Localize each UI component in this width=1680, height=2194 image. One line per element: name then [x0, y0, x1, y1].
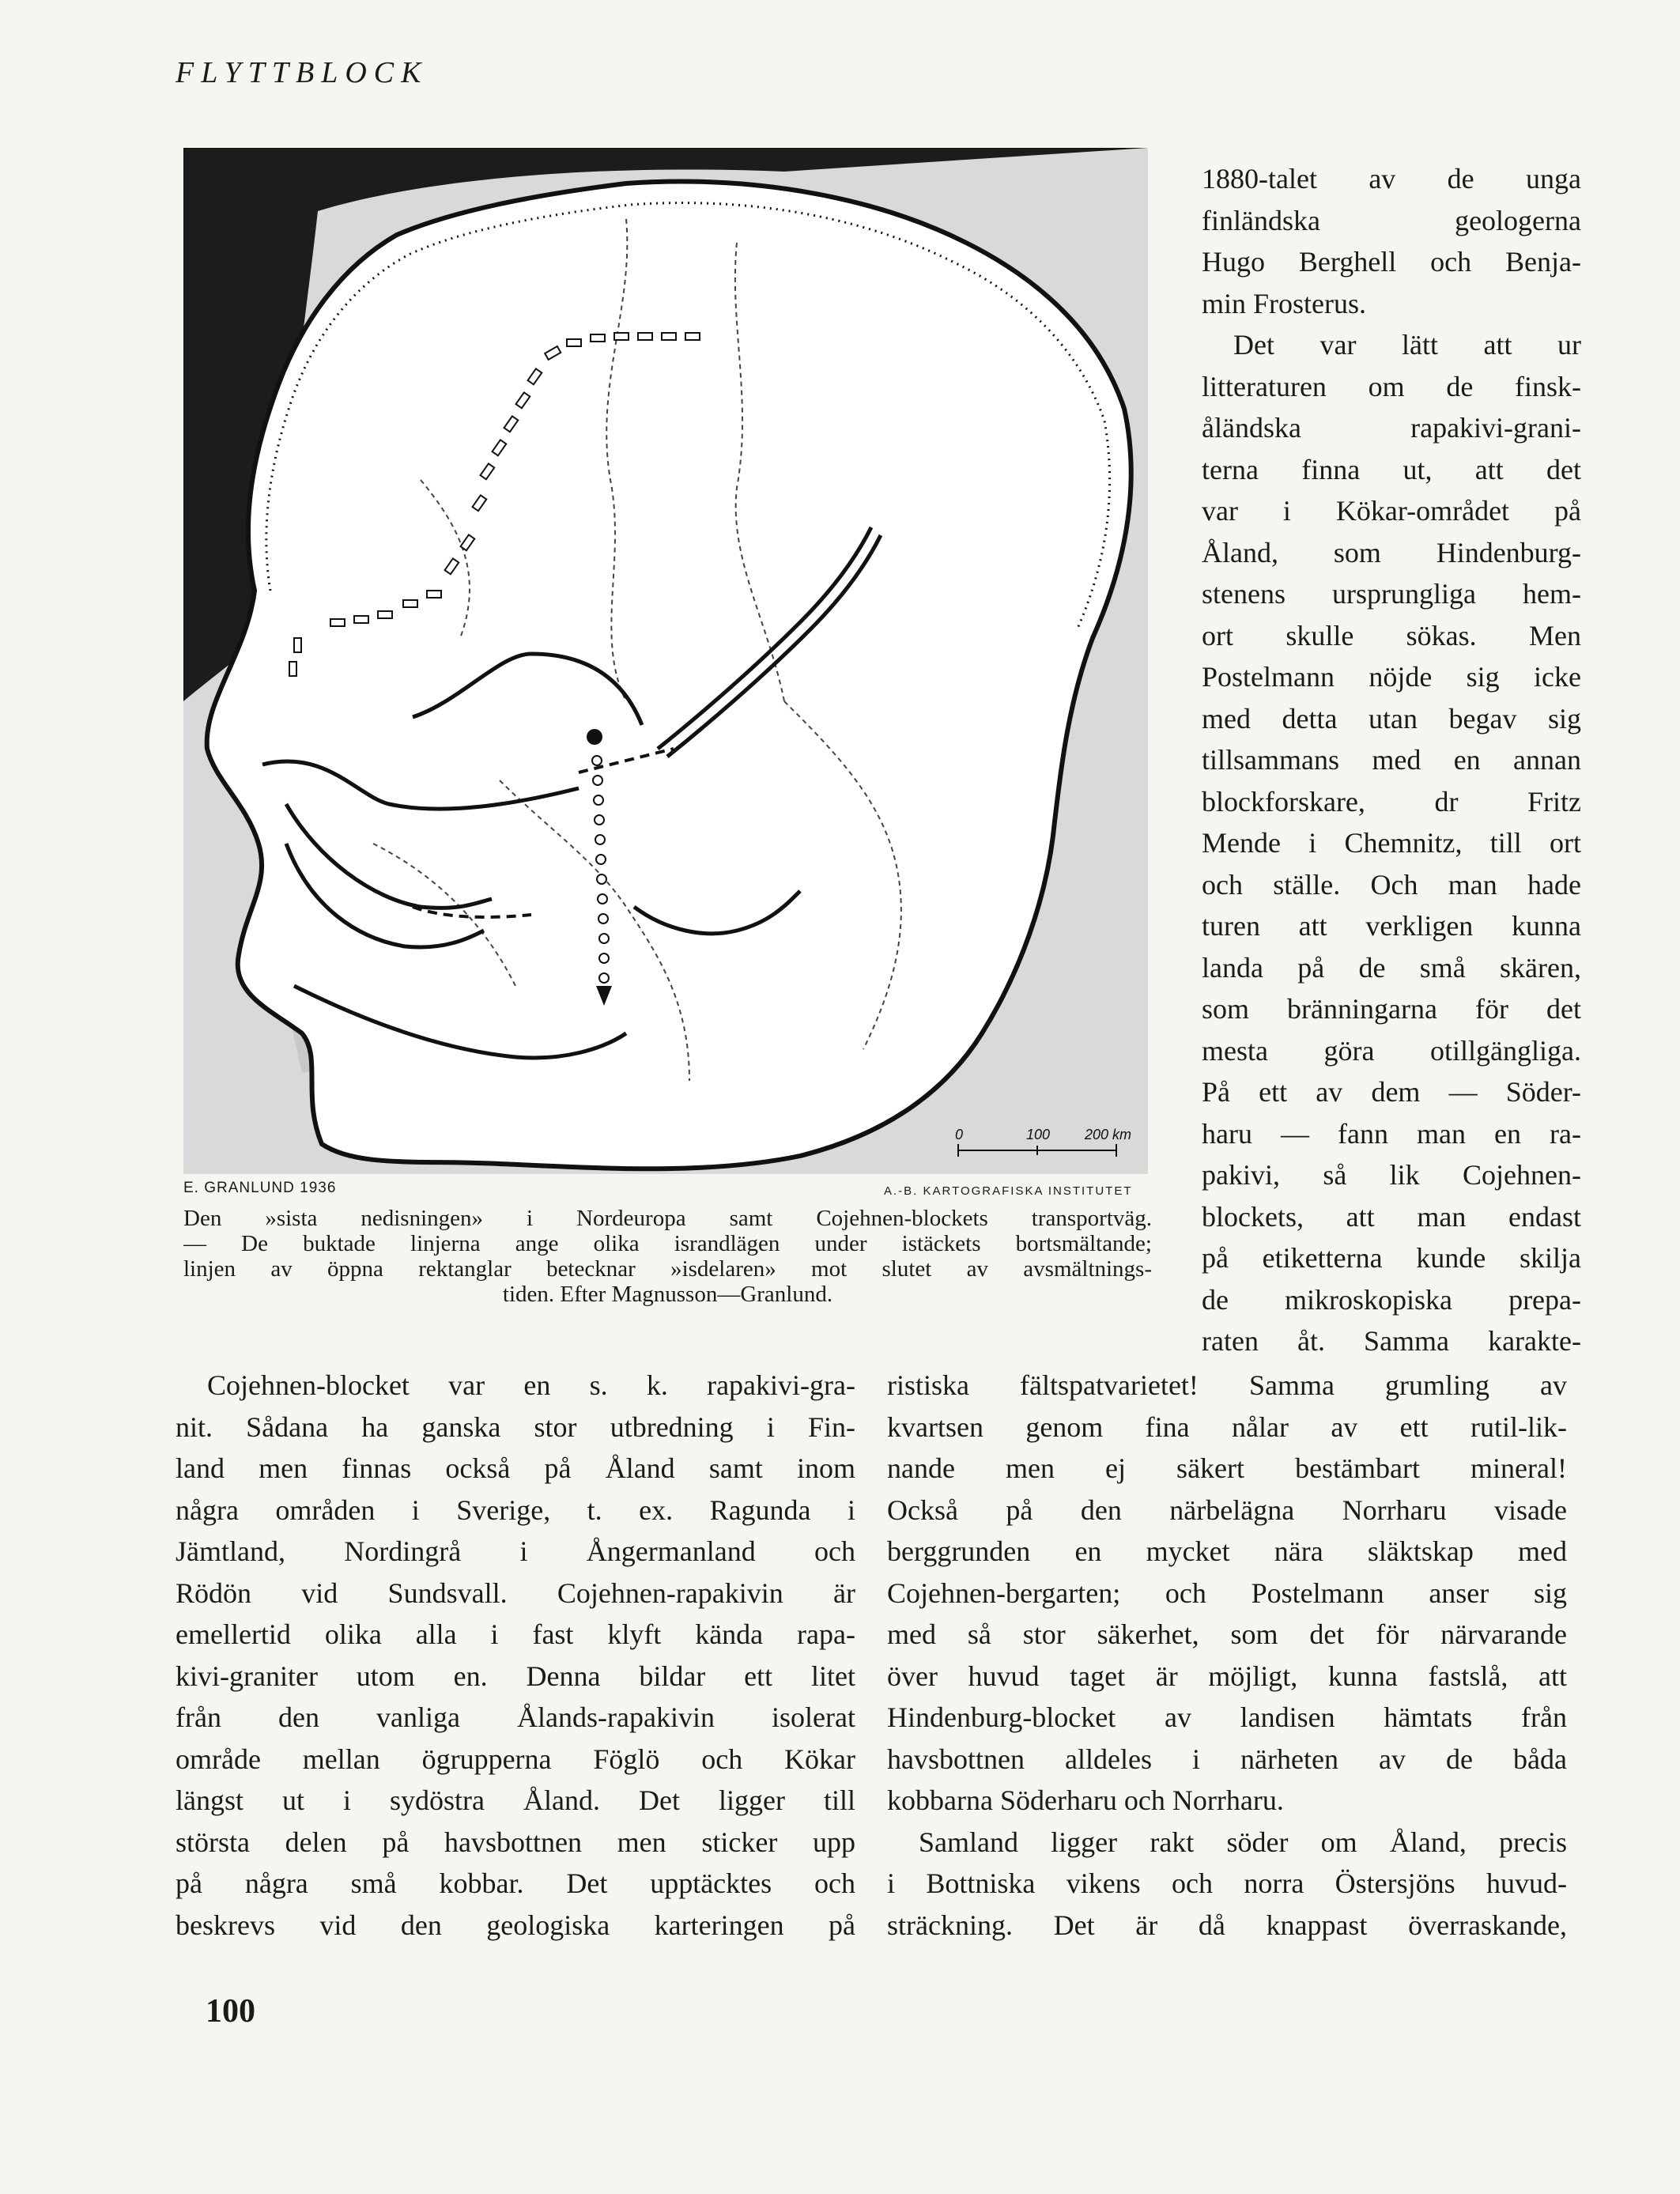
text-line: med så stor säkerhet, som det för närvarande	[887, 1618, 1567, 1650]
text-line: längst ut i sydöstra Åland. Det ligger till	[176, 1784, 855, 1816]
text-line: Jämtland, Nordingrå i Ångermanland och	[176, 1535, 855, 1567]
text-line: Det var lätt att ur	[1233, 329, 1581, 361]
text-line: på några små kobbar. Det upptäcktes och	[176, 1867, 855, 1899]
text-line: land men finnas också på Åland samt inom	[176, 1452, 855, 1484]
text-line: Mende i Chemnitz, till ort	[1202, 827, 1581, 859]
running-title: FLYTTBLOCK	[176, 56, 428, 89]
text-line: blockets, att man endast	[1202, 1200, 1581, 1233]
text-line: nande men ej säkert bestämbart mineral!	[887, 1452, 1567, 1484]
text-line: pakivi, så lik Cojehnen-	[1202, 1159, 1581, 1191]
text-line: Rödön vid Sundsvall. Cojehnen-rapakivin är	[176, 1577, 855, 1609]
text-line: nit. Sådana ha ganska stor utbredning i Fin-	[176, 1410, 855, 1443]
text-line: Hindenburg-blocket av landisen hämtats från	[887, 1701, 1567, 1733]
scale-label-0: 0	[955, 1127, 964, 1142]
text-line: stenens ursprungliga hem-	[1202, 578, 1581, 610]
text-line: Samland ligger rakt söder om Åland, precis	[919, 1826, 1567, 1858]
map-credit-publisher: A.-B. KARTOGRAFISKA INSTITUTET	[884, 1184, 1133, 1198]
text-line: i Bottniska vikens och norra Östersjöns huvud-	[887, 1867, 1567, 1899]
text-line: terna finna ut, att det	[1202, 453, 1581, 485]
text-line: som bränningarna för det	[1202, 993, 1581, 1025]
page-number: 100	[206, 1993, 255, 2030]
text-line: ristiska fältspatvarietet! Samma grumling av	[887, 1369, 1567, 1401]
text-line: landa på de små skären,	[1202, 951, 1581, 984]
text-line: min Frosterus.	[1202, 287, 1367, 319]
text-line: kobbarna Söderharu och Norrharu.	[887, 1784, 1284, 1816]
text-line: några områden i Sverige, t. ex. Ragunda i	[176, 1494, 855, 1526]
text-line: emellertid olika alla i fast klyft kända rapa-	[176, 1618, 855, 1650]
caption-line: — De buktade linjerna ange olika israndlägen under istäckets bortsmältande;	[183, 1231, 1152, 1256]
text-line: med detta utan begav sig	[1202, 702, 1581, 734]
origin-dot	[587, 729, 602, 745]
text-line: område mellan ögrupperna Föglö och Kökar	[176, 1743, 855, 1775]
text-line: blockforskare, dr Fritz	[1202, 785, 1581, 818]
map-svg	[183, 148, 1148, 1174]
scale-label-200: 200 km	[1085, 1127, 1132, 1142]
map-credit-author: E. GRANLUND 1936	[183, 1180, 337, 1196]
text-line: Åland, som Hindenburg-	[1202, 536, 1581, 568]
text-line: berggrunden en mycket nära släktskap med	[887, 1535, 1567, 1567]
text-line: havsbottnen alldeles i närheten av de båda	[887, 1743, 1567, 1775]
text-line: turen att verkligen kunna	[1202, 910, 1581, 942]
text-line: från den vanliga Ålands-rapakivin isolerat	[176, 1701, 855, 1733]
text-line: över huvud taget är möjligt, kunna fastslå, att	[887, 1660, 1567, 1692]
text-line: haru — fann man en ra-	[1202, 1117, 1581, 1150]
text-line: Också på den närbelägna Norrharu visade	[887, 1494, 1567, 1526]
text-line: Postelmann nöjde sig icke	[1202, 661, 1581, 693]
text-line: 1880-talet av de unga	[1202, 163, 1581, 194]
text-line: kvartsen genom fina nålar av ett rutil-lik-	[887, 1410, 1567, 1443]
text-line: de mikroskopiska prepa-	[1202, 1283, 1581, 1316]
text-line: mesta göra otillgängliga.	[1202, 1034, 1581, 1067]
left-text-column	[176, 1365, 855, 1946]
text-line: kivi-graniter utom en. Denna bildar ett litet	[176, 1660, 855, 1692]
text-line: Cojehnen-bergarten; och Postelmann anser sig	[887, 1577, 1567, 1609]
text-line: Hugo Berghell och Benja-	[1202, 246, 1581, 278]
text-line: och ställe. Och man hade	[1202, 868, 1581, 901]
text-line: största delen på havsbottnen men sticker upp	[176, 1826, 855, 1858]
figure-caption	[183, 1206, 1152, 1307]
text-line: raten åt. Samma karakte-	[1202, 1325, 1581, 1357]
scale-label-100: 100	[1026, 1127, 1051, 1142]
ice-sheet-map	[183, 148, 1148, 1174]
text-line: tillsammans med en annan	[1202, 744, 1581, 776]
text-line: sträckning. Det är då knappast överraskande,	[887, 1909, 1567, 1941]
text-line: åländska rapakivi-grani-	[1202, 412, 1581, 444]
text-line: Cojehnen-blocket var en s. k. rapakivi-gra-	[207, 1369, 855, 1401]
text-line: var i Kökar-området på	[1202, 495, 1581, 527]
text-line: ort skulle sökas. Men	[1202, 619, 1581, 651]
caption-line: linjen av öppna rektanglar betecknar »isdelaren» mot slutet av avsmältnings-	[183, 1256, 1152, 1282]
middle-text-column	[887, 1365, 1567, 1946]
right-text-column	[1202, 158, 1581, 1362]
text-line: beskrevs vid den geologiska karteringen på	[176, 1909, 855, 1941]
caption-line: tiden. Efter Magnusson—Granlund.	[502, 1282, 833, 1307]
text-line: litteraturen om de finsk-	[1202, 370, 1581, 402]
text-line: finländska geologerna	[1202, 204, 1581, 236]
text-line: På ett av dem — Söder-	[1202, 1076, 1581, 1108]
text-line: på etiketterna kunde skilja	[1202, 1242, 1581, 1274]
caption-line: Den »sista nedisningen» i Nordeuropa samt Cojehnen-blockets transportväg.	[183, 1206, 1152, 1231]
